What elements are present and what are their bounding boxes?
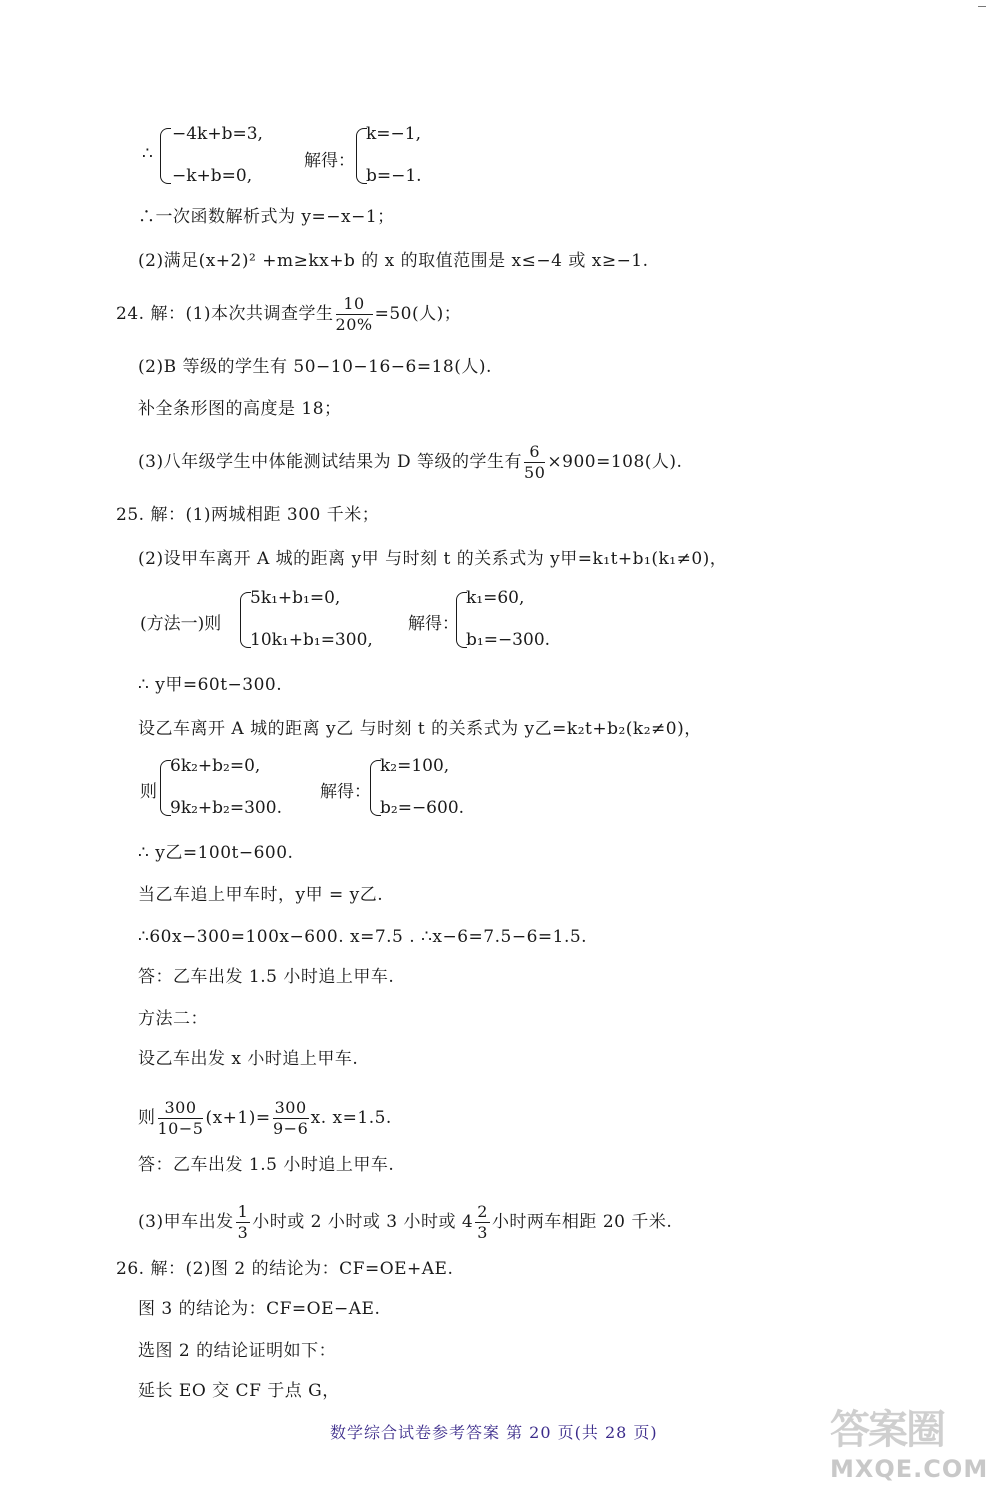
- numerator: 1: [237, 1202, 249, 1221]
- q24-fraction: [336, 294, 373, 335]
- q25-line2: (2)设甲车离开 A 城的距离 y甲 与时刻 t 的关系式为 y甲=k₁t+b₁(k₁≠0)，: [138, 549, 728, 569]
- method1b-sol-b: b₂=−600.: [380, 798, 465, 818]
- method1-eq-a: 5k₁+b₁=0,: [250, 588, 341, 608]
- method1-prefix: (方法一)则: [140, 614, 222, 634]
- system-eq-a: −4k+b=3,: [172, 124, 263, 144]
- watermark-logo: [830, 1398, 990, 1490]
- l13-middle: 小时或 2 小时或 3 小时或 4: [252, 1212, 474, 1232]
- denominator: 50: [524, 463, 546, 482]
- q25-line5: ∴ y乙=100t−600.: [138, 843, 294, 863]
- q24-line3: 补全条形图的高度是 18；: [138, 399, 342, 419]
- method1-solve: 解得：: [408, 614, 459, 634]
- denominator: 3: [237, 1223, 249, 1242]
- q24-l4-result: ×900=108(人).: [547, 452, 683, 472]
- q26-line3: 选图 2 的结论证明如下：: [138, 1341, 337, 1361]
- solve-label: 解得：: [304, 151, 355, 171]
- l13-suffix: 小时两车相距 20 千米.: [491, 1212, 673, 1232]
- denominator: 20%: [335, 315, 373, 334]
- method1b-eq-a: 6k₂+b₂=0,: [170, 756, 261, 776]
- method1b-solve: 解得：: [320, 782, 371, 802]
- system-brace: [160, 128, 171, 184]
- method1-eq-b: 10k₁+b₁=300,: [250, 630, 373, 650]
- denominator: 3: [477, 1223, 488, 1242]
- denominator: 10−5: [157, 1119, 204, 1138]
- q25-line7: ∴60x−300=100x−600. x=7.5 . ∴x−6=7.5−6=1.5.: [138, 927, 588, 947]
- method1b-sol-a: k₂=100,: [380, 756, 450, 776]
- q25-line12: 答：乙车出发 1.5 小时追上甲车.: [138, 1155, 395, 1175]
- l11-middle: (x+1)=: [205, 1108, 271, 1128]
- method1-sol-b: b₁=−300.: [466, 630, 551, 650]
- l11-prefix: 则: [138, 1108, 156, 1128]
- q24-text: 24. 解：(1)本次共调查学生: [116, 304, 334, 324]
- q24-line4: [138, 442, 682, 483]
- q24-line2: (2)B 等级的学生有 50−10−16−6=18(人).: [138, 357, 492, 377]
- q24-result: =50(人)；: [374, 304, 462, 324]
- method1b-prefix: 则: [140, 782, 157, 802]
- l13-fraction-1: [236, 1202, 251, 1243]
- q26-line1: 26. 解：(2)图 2 的结论为：CF=OE+AE.: [116, 1259, 454, 1279]
- solution-b: b=−1.: [366, 166, 422, 186]
- corner-mark: [978, 6, 986, 7]
- numerator: 300: [274, 1098, 307, 1117]
- l11-fraction-2: [273, 1098, 309, 1139]
- q25-line1: 25. 解：(1)两城相距 300 千米；: [116, 505, 380, 525]
- system-eq-b: −k+b=0,: [172, 166, 253, 186]
- q24-l4-fraction: [524, 442, 545, 483]
- watermark-bottom: MXQE.COM: [830, 1455, 989, 1483]
- denominator: 9−6: [273, 1119, 309, 1138]
- watermark-top: 答案圈: [830, 1407, 944, 1453]
- q24-l4-text: (3)八年级学生中体能测试结果为 D 等级的学生有: [138, 452, 523, 472]
- method1b-eq-b: 9k₂+b₂=300.: [170, 798, 282, 818]
- q25-line10: 设乙车出发 x 小时追上甲车.: [138, 1049, 359, 1069]
- page-footer: 数学综合试卷参考答案 第 20 页(共 28 页): [330, 1423, 658, 1442]
- l11-suffix: x. x=1.5.: [310, 1108, 392, 1128]
- q24-line1: [116, 294, 461, 335]
- q26-line4: 延长 EO 交 CF 于点 G，: [138, 1381, 340, 1401]
- numerator: 6: [524, 442, 545, 463]
- l11-fraction-1: [158, 1098, 204, 1139]
- method1-sol-a: k₁=60,: [466, 588, 525, 608]
- therefore-symbol: ∴: [142, 144, 153, 164]
- numerator: 10: [336, 294, 373, 315]
- q26-line2: 图 3 的结论为：CF=OE−AE.: [138, 1299, 381, 1319]
- numerator: 2: [477, 1202, 488, 1221]
- l13-fraction-2: [475, 1202, 490, 1243]
- range-statement: (2)满足(x+2)² +m≥kx+b 的 x 的取值范围是 x≤−4 或 x≥−1.: [138, 251, 649, 271]
- q25-line8: 答：乙车出发 1.5 小时追上甲车.: [138, 967, 395, 987]
- q25-line13: [138, 1202, 672, 1243]
- q25-line4: 设乙车离开 A 城的距离 y乙 与时刻 t 的关系式为 y乙=k₂t+b₂(k₂≠0)，: [138, 719, 702, 739]
- q25-line3: ∴ y甲=60t−300.: [138, 675, 283, 695]
- numerator: 300: [158, 1098, 204, 1119]
- l13-prefix: (3)甲车出发: [138, 1212, 234, 1232]
- q25-line9: 方法二：: [138, 1009, 208, 1029]
- solution-a: k=−1,: [366, 124, 422, 144]
- q25-line11: [138, 1098, 392, 1139]
- linear-function: ∴一次函数解析式为 y=−x−1；: [138, 207, 395, 227]
- q25-line6: 当乙车追上甲车时，y甲 = y乙.: [138, 885, 384, 905]
